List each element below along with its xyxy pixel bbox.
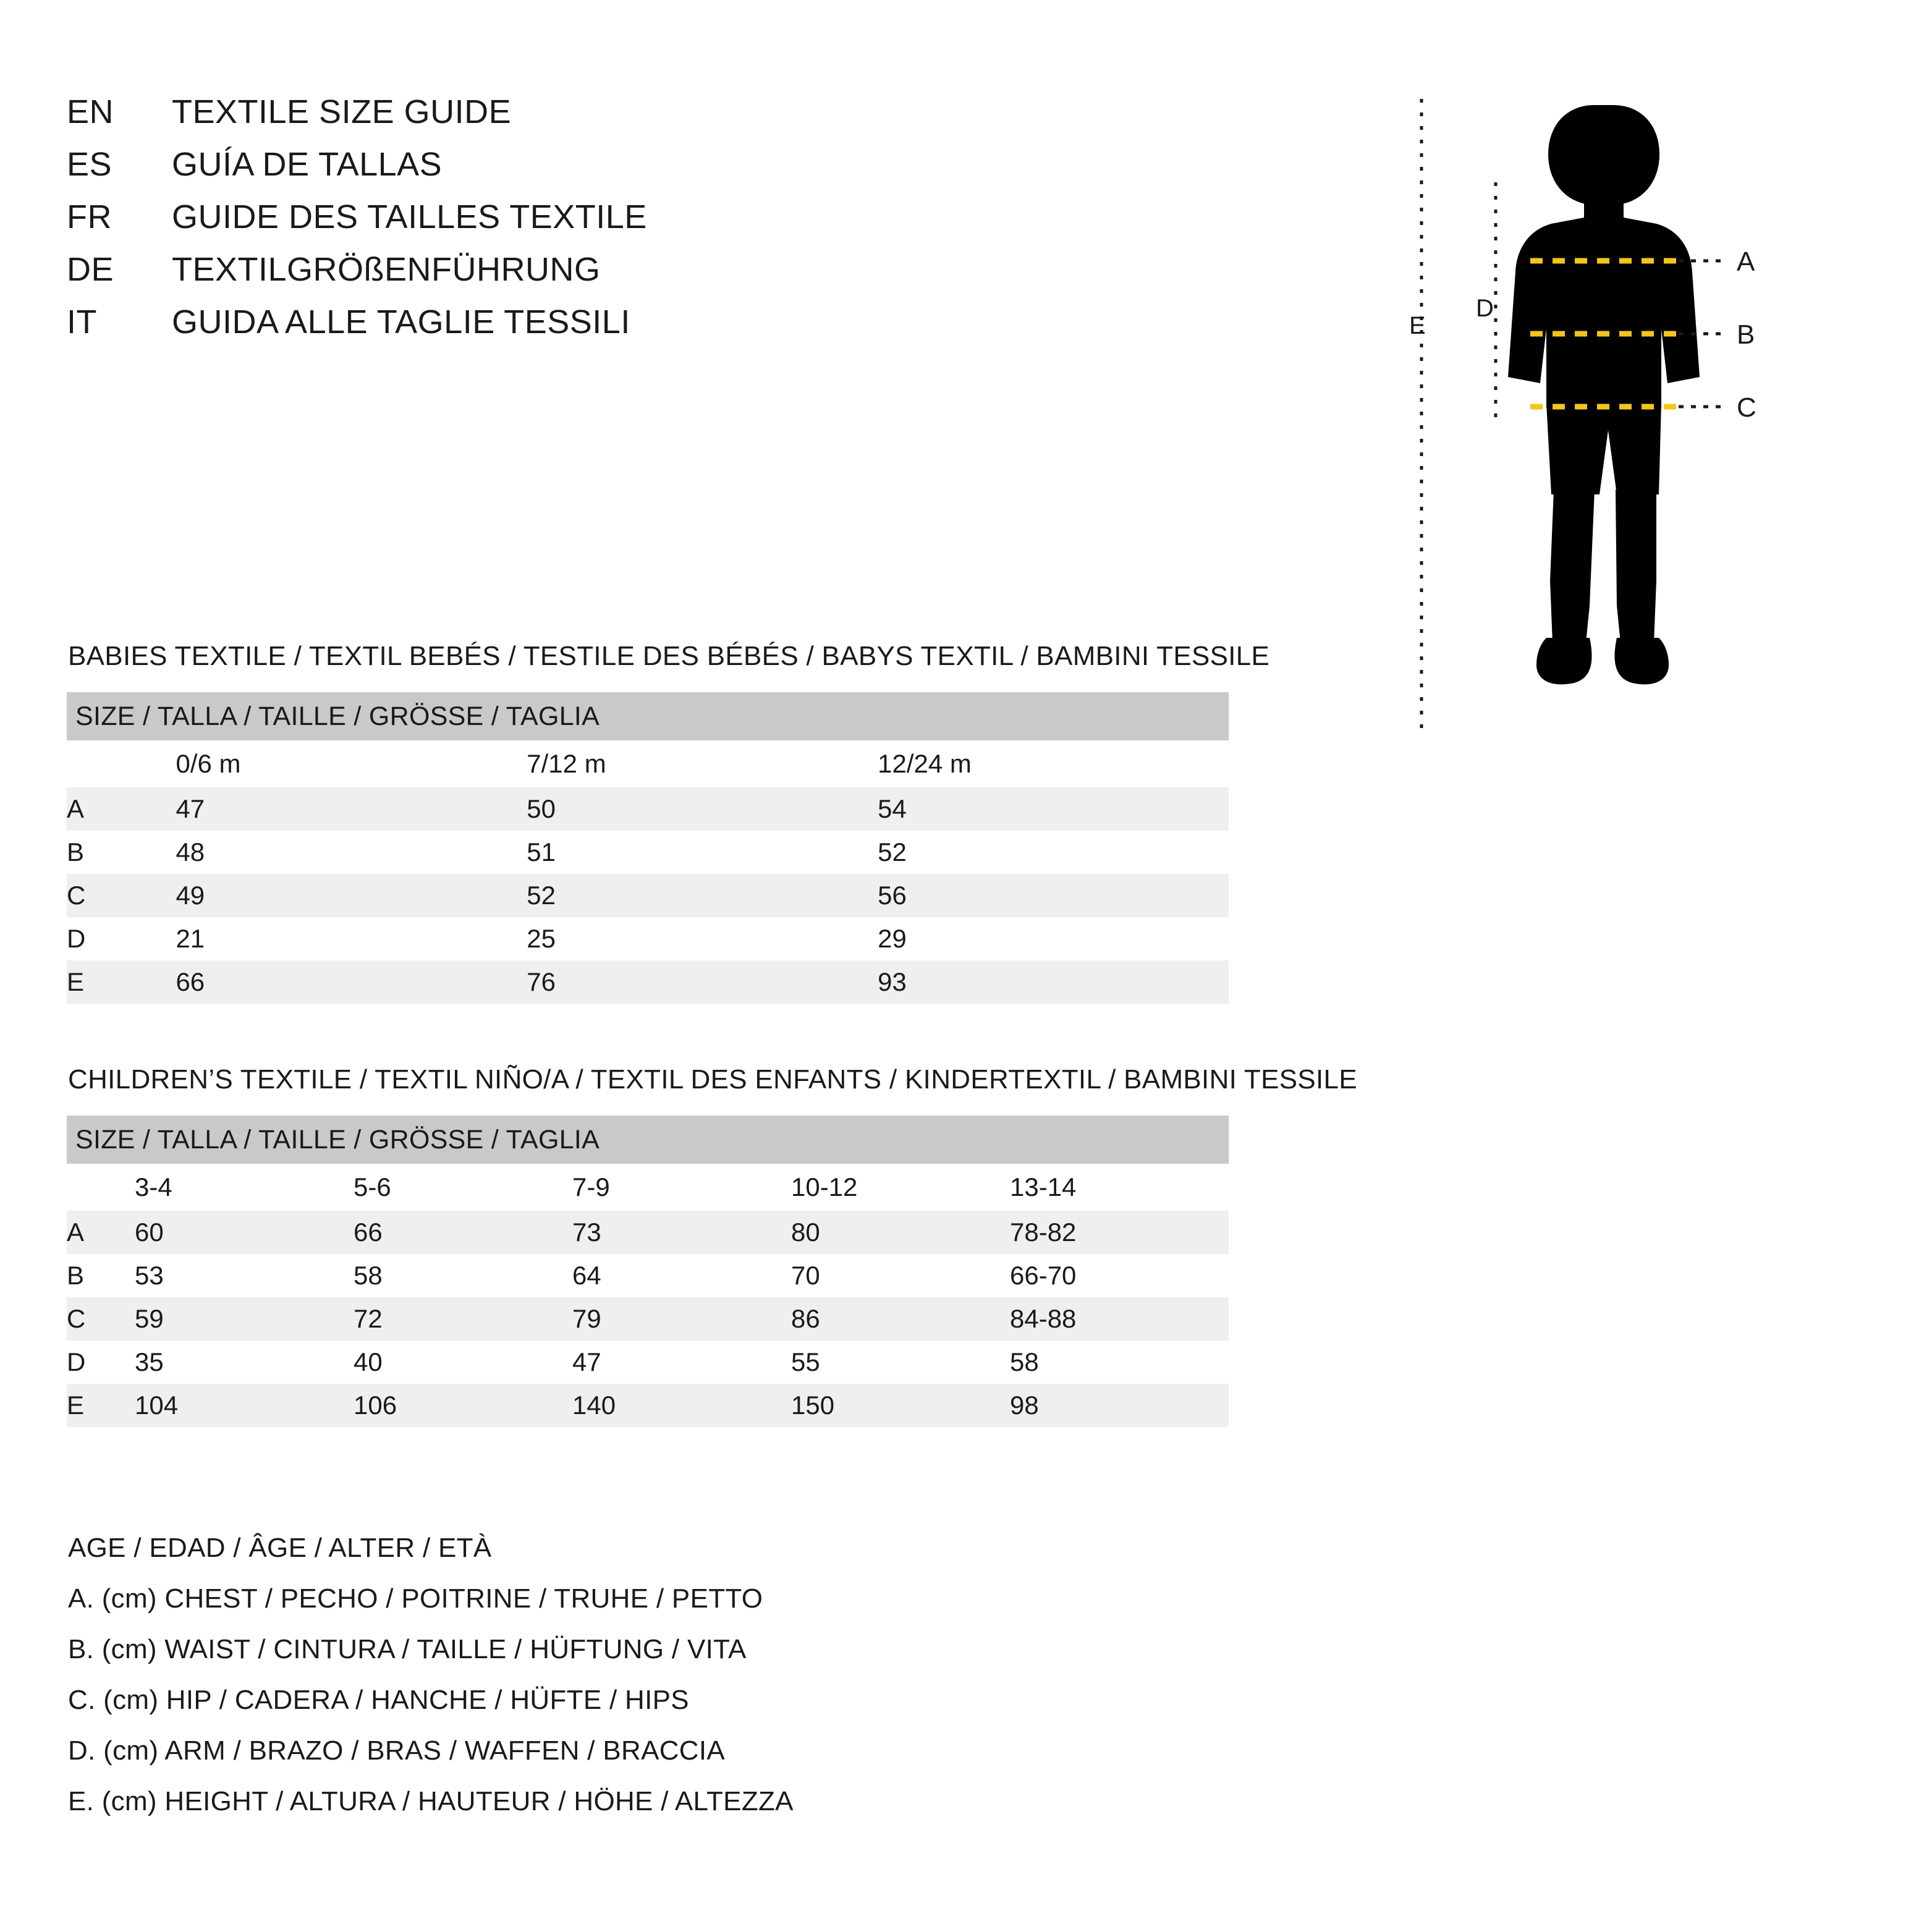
table-row xyxy=(67,1341,1229,1384)
row-value: 29 xyxy=(878,917,1229,960)
row-value: 55 xyxy=(791,1341,1010,1384)
marker-label-b: B xyxy=(1737,320,1755,350)
child-silhouette-icon xyxy=(1409,87,1891,766)
row-value: 79 xyxy=(572,1297,791,1341)
row-label: D xyxy=(67,1341,135,1384)
babies-section-title: BABIES TEXTILE / TEXTIL BEBÉS / TESTILE DES BÉBÉS / BABYS TEXTIL / BAMBINI TESSILE xyxy=(68,641,1270,671)
row-label: B xyxy=(67,1254,135,1297)
legend-arm: D. (cm) ARM / BRAZO / BRAS / WAFFEN / BRACCIA xyxy=(68,1735,726,1766)
row-value: 58 xyxy=(1010,1341,1229,1384)
language-code: IT xyxy=(67,303,97,341)
children-column-4: 13-14 xyxy=(1010,1164,1229,1211)
row-value: 47 xyxy=(176,787,527,831)
row-value: 98 xyxy=(1010,1384,1229,1427)
table-row xyxy=(67,1254,1229,1297)
babies-table-header: SIZE / TALLA / TAILLE / GRÖSSE / TAGLIA xyxy=(67,692,1229,740)
row-label: E xyxy=(67,1384,135,1427)
children-column-1: 5-6 xyxy=(354,1164,572,1211)
language-code: EN xyxy=(67,93,114,130)
row-value: 56 xyxy=(878,874,1229,917)
table-column-row xyxy=(67,740,1229,787)
table-header-row xyxy=(67,1116,1229,1164)
legend-chest: A. (cm) CHEST / PECHO / POITRINE / TRUHE / PETTO xyxy=(68,1583,763,1614)
row-value: 140 xyxy=(572,1384,791,1427)
table-column-row xyxy=(67,1164,1229,1211)
row-label: A xyxy=(67,1211,135,1254)
marker-label-c: C xyxy=(1737,392,1756,423)
row-value: 104 xyxy=(135,1384,354,1427)
language-title: GUIDE DES TAILLES TEXTILE xyxy=(172,198,647,235)
measurement-figure xyxy=(1409,87,1891,766)
legend-waist: B. (cm) WAIST / CINTURA / TAILLE / HÜFTUNG / VITA xyxy=(68,1634,747,1664)
language-row xyxy=(67,145,1056,184)
legend-height: E. (cm) HEIGHT / ALTURA / HAUTEUR / HÖHE / ALTEZZA xyxy=(68,1786,794,1816)
row-value: 70 xyxy=(791,1254,1010,1297)
language-code: FR xyxy=(67,198,112,235)
language-title: GUIDA ALLE TAGLIE TESSILI xyxy=(172,303,630,341)
table-row xyxy=(67,960,1229,1004)
empty-corner xyxy=(67,740,176,787)
row-value: 58 xyxy=(354,1254,572,1297)
language-row xyxy=(67,198,1056,236)
table-row xyxy=(67,917,1229,960)
children-table-header: SIZE / TALLA / TAILLE / GRÖSSE / TAGLIA xyxy=(67,1116,1229,1164)
row-value: 73 xyxy=(572,1211,791,1254)
babies-size-table xyxy=(67,692,1229,1004)
table-row xyxy=(67,787,1229,831)
empty-corner xyxy=(67,1164,135,1211)
language-title: TEXTILGRÖßENFÜHRUNG xyxy=(172,251,601,288)
row-value: 64 xyxy=(572,1254,791,1297)
row-value: 66-70 xyxy=(1010,1254,1229,1297)
row-value: 21 xyxy=(176,917,527,960)
children-size-table xyxy=(67,1116,1229,1427)
row-label: E xyxy=(67,960,176,1004)
row-value: 72 xyxy=(354,1297,572,1341)
row-value: 66 xyxy=(176,960,527,1004)
language-row xyxy=(67,303,1056,341)
row-value: 47 xyxy=(572,1341,791,1384)
legend-hip: C. (cm) HIP / CADERA / HANCHE / HÜFTE / HIPS xyxy=(68,1685,689,1715)
babies-column-1: 7/12 m xyxy=(527,740,878,787)
table-row xyxy=(67,874,1229,917)
legend-age: AGE / EDAD / ÂGE / ALTER / ETÀ xyxy=(68,1533,492,1563)
language-list xyxy=(67,93,1056,355)
row-value: 59 xyxy=(135,1297,354,1341)
marker-label-e: E xyxy=(1409,312,1426,339)
row-value: 51 xyxy=(527,831,878,874)
row-value: 106 xyxy=(354,1384,572,1427)
children-column-2: 7-9 xyxy=(572,1164,791,1211)
row-label: C xyxy=(67,1297,135,1341)
row-value: 60 xyxy=(135,1211,354,1254)
language-code: ES xyxy=(67,146,112,183)
row-value: 76 xyxy=(527,960,878,1004)
language-title: GUÍA DE TALLAS xyxy=(172,146,443,183)
row-value: 35 xyxy=(135,1341,354,1384)
language-title: TEXTILE SIZE GUIDE xyxy=(172,93,512,130)
row-value: 54 xyxy=(878,787,1229,831)
children-column-3: 10-12 xyxy=(791,1164,1010,1211)
row-label: A xyxy=(67,787,176,831)
children-section-title: CHILDREN’S TEXTILE / TEXTIL NIÑO/A / TEXTIL DES ENFANTS / KINDERTEXTIL / BAMBINI TESSILE xyxy=(68,1064,1357,1095)
row-value: 52 xyxy=(527,874,878,917)
row-value: 150 xyxy=(791,1384,1010,1427)
row-value: 48 xyxy=(176,831,527,874)
row-value: 49 xyxy=(176,874,527,917)
marker-label-a: A xyxy=(1737,247,1755,277)
children-column-0: 3-4 xyxy=(135,1164,354,1211)
row-value: 80 xyxy=(791,1211,1010,1254)
table-header-row xyxy=(67,692,1229,740)
language-row xyxy=(67,93,1056,131)
marker-label-d: D xyxy=(1476,295,1494,322)
row-value: 78-82 xyxy=(1010,1211,1229,1254)
table-row xyxy=(67,1211,1229,1254)
row-value: 25 xyxy=(527,917,878,960)
silhouette-shape xyxy=(1508,105,1700,684)
measurement-legend xyxy=(68,1533,1304,1837)
row-label: B xyxy=(67,831,176,874)
babies-column-0: 0/6 m xyxy=(176,740,527,787)
row-value: 84-88 xyxy=(1010,1297,1229,1341)
row-label: C xyxy=(67,874,176,917)
row-value: 53 xyxy=(135,1254,354,1297)
row-label: D xyxy=(67,917,176,960)
row-value: 86 xyxy=(791,1297,1010,1341)
language-row xyxy=(67,250,1056,289)
table-row xyxy=(67,1384,1229,1427)
row-value: 40 xyxy=(354,1341,572,1384)
row-value: 50 xyxy=(527,787,878,831)
table-row xyxy=(67,1297,1229,1341)
row-value: 93 xyxy=(878,960,1229,1004)
babies-column-2: 12/24 m xyxy=(878,740,1229,787)
row-value: 66 xyxy=(354,1211,572,1254)
language-code: DE xyxy=(67,251,114,288)
row-value: 52 xyxy=(878,831,1229,874)
table-row xyxy=(67,831,1229,874)
